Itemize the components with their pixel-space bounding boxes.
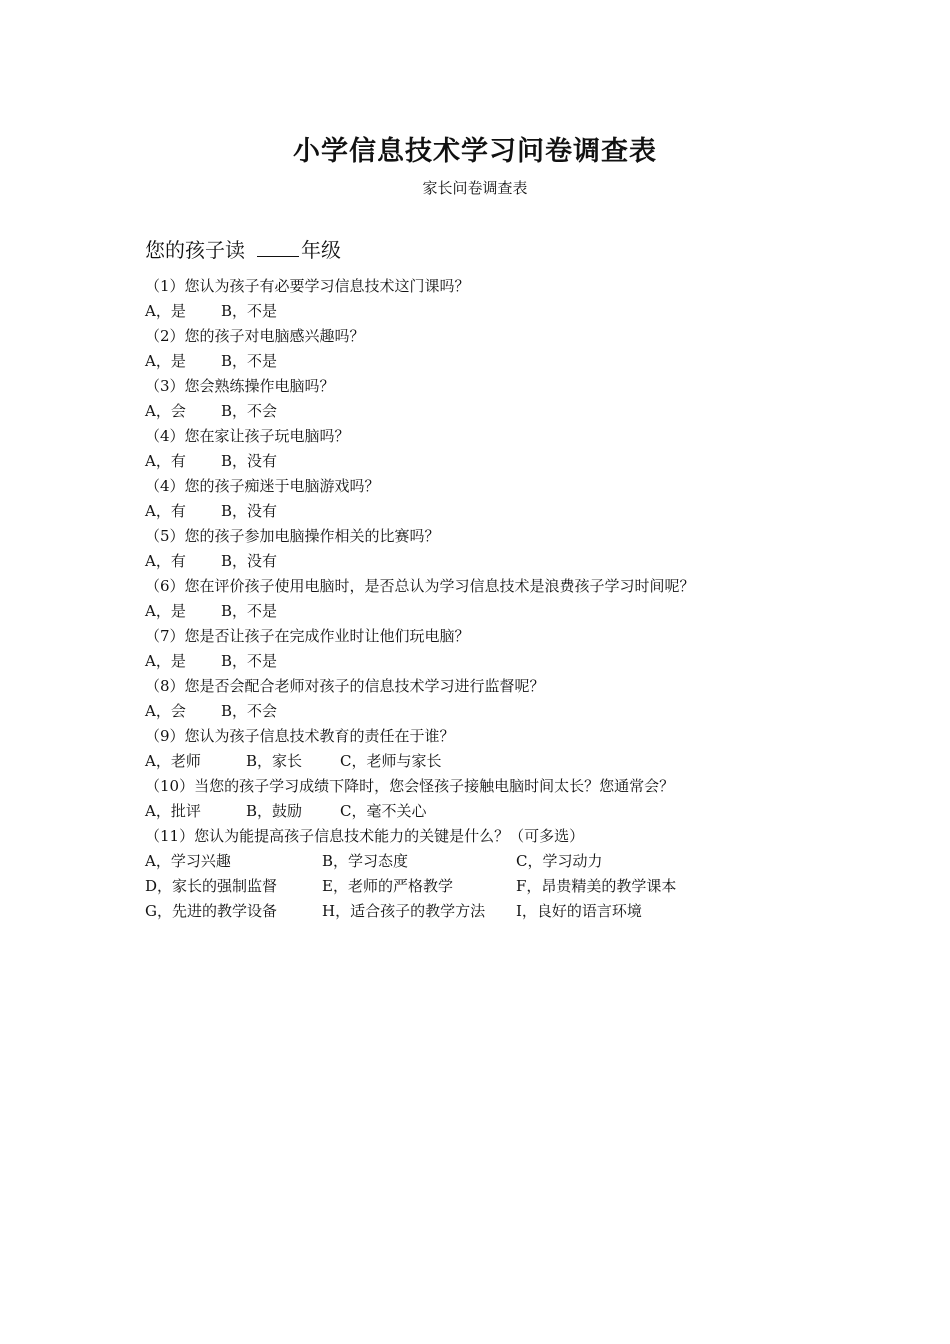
option-b: B，没有 (221, 502, 278, 520)
option-a: A，是 (145, 352, 186, 370)
option-i: I，良好的语言环境 (516, 902, 642, 920)
option-c: C，老师与家长 (340, 752, 442, 770)
grade-blank (257, 236, 299, 257)
question-9: （8）您是否会配合老师对孩子的信息技术学习进行监督呢？ (145, 677, 545, 695)
options-10 (145, 749, 905, 774)
question-7: （6）您在评价孩子使用电脑时，是否总认为学习信息技术是浪费孩子学习时间呢？ (145, 577, 695, 595)
grade-suffix: 年级 (301, 238, 341, 262)
question-5: （4）您的孩子痴迷于电脑游戏吗？ (145, 477, 380, 495)
option-a: A，是 (145, 652, 186, 670)
options-7 (145, 599, 905, 624)
options-12-row-1 (145, 849, 905, 874)
options-4 (145, 449, 905, 474)
page-subtitle: 家长问卷调查表 (422, 179, 528, 197)
question-1: （1）您认为孩子有必要学习信息技术这门课吗？ (145, 277, 470, 295)
option-g: G，先进的教学设备 (145, 902, 277, 920)
question-2: （2）您的孩子对电脑感兴趣吗？ (145, 327, 365, 345)
option-e: E，老师的严格教学 (322, 877, 453, 895)
options-9 (145, 699, 905, 724)
option-f: F，昂贵精美的教学课本 (516, 877, 677, 895)
option-b: B，不会 (221, 402, 278, 420)
option-d: D，家长的强制监督 (145, 877, 278, 895)
option-a: A，会 (145, 402, 186, 420)
option-b: B，没有 (221, 452, 278, 470)
question-4: （4）您在家让孩子玩电脑吗？ (145, 427, 350, 445)
question-11: （10）当您的孩子学习成绩下降时，您会怪孩子接触电脑时间太长？您通常会？ (145, 777, 675, 795)
options-5 (145, 499, 905, 524)
option-a: A，会 (145, 702, 186, 720)
question-10: （9）您认为孩子信息技术教育的责任在于谁？ (145, 727, 455, 745)
option-b: B，不是 (221, 302, 278, 320)
question-3: （3）您会熟练操作电脑吗？ (145, 377, 335, 395)
option-b: B，没有 (221, 552, 278, 570)
option-a: A，是 (145, 302, 186, 320)
grade-prefix: 您的孩子读 (145, 238, 245, 262)
option-a: A，批评 (145, 802, 201, 820)
option-b: B，不是 (221, 602, 278, 620)
options-2 (145, 349, 905, 374)
option-b: B，家长 (246, 752, 303, 770)
option-b: B，不是 (221, 652, 278, 670)
question-12: （11）您认为能提高孩子信息技术能力的关键是什么？（可多选） (145, 827, 585, 845)
options-11 (145, 799, 905, 824)
option-a: A，学习兴趣 (145, 852, 231, 870)
option-c: C，毫不关心 (340, 802, 427, 820)
options-6 (145, 549, 905, 574)
option-b: B，鼓励 (246, 802, 303, 820)
options-1 (145, 299, 905, 324)
page-title: 小学信息技术学习问卷调查表 (293, 136, 657, 167)
option-b: B，不会 (221, 702, 278, 720)
option-a: A，老师 (145, 752, 201, 770)
grade-line (145, 236, 341, 264)
option-c: C，学习动力 (516, 852, 603, 870)
options-12-row-2 (145, 874, 905, 899)
option-h: H，适合孩子的教学方法 (322, 902, 486, 920)
options-12-row-3 (145, 899, 905, 924)
option-a: A，是 (145, 602, 186, 620)
option-b: B，不是 (221, 352, 278, 370)
options-8 (145, 649, 905, 674)
options-3 (145, 399, 905, 424)
option-b: B，学习态度 (322, 852, 409, 870)
question-list (145, 274, 905, 924)
option-a: A，有 (145, 552, 186, 570)
question-8: （7）您是否让孩子在完成作业时让他们玩电脑？ (145, 627, 470, 645)
option-a: A，有 (145, 502, 186, 520)
question-6: （5）您的孩子参加电脑操作相关的比赛吗？ (145, 527, 440, 545)
option-a: A，有 (145, 452, 186, 470)
